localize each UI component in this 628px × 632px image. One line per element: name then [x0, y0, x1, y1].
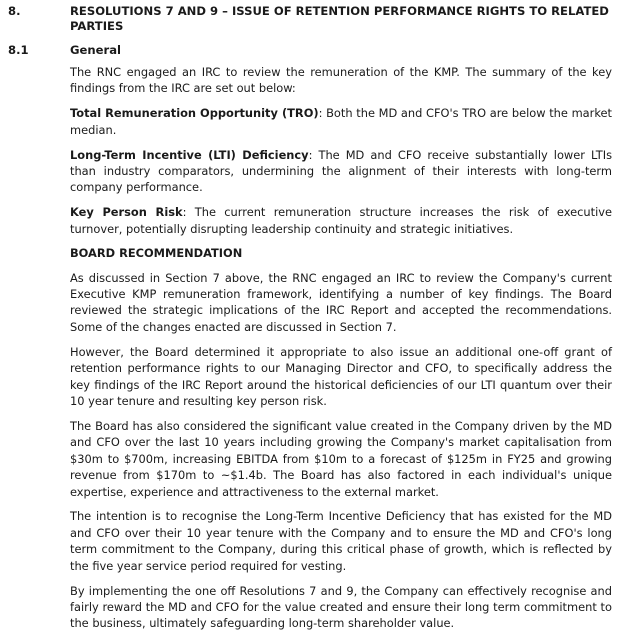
finding-term: Long-Term Incentive (LTI) Deficiency — [70, 147, 309, 162]
subsection-number: 8.1 — [8, 43, 29, 57]
finding-term: Total Remuneration Opportunity (TRO) — [70, 106, 319, 121]
finding-lti — [70, 147, 612, 196]
board-paragraph: As discussed in Section 7 above, the RNC engaged an IRC to review the Company's current Executive KMP remuneration framework, identifying a number of key findings. The Board reviewed the strategic implications of the IRC Report and accepted the recommendations. Some of the changes enacted are discussed in Section 7. — [70, 270, 612, 334]
finding-term: Key Person Risk — [70, 205, 183, 220]
section-number: 8. — [8, 4, 21, 18]
subsection-title: General — [70, 43, 122, 57]
section-heading — [8, 4, 612, 34]
finding-key-person — [70, 204, 612, 237]
finding-text: : Both the MD and CFO's TRO are below the market median. — [70, 106, 612, 137]
finding-text: : The MD and CFO receive substantially lower LTIs than industry comparators, undermining the alignment of their interests with long-term company performance. — [70, 147, 613, 195]
board-paragraph: The Board has also considered the significant value created in the Company driven by the MD and CFO over the last 10 years including growing the Company's market capitalisation from $30m to $700m, increasing EBITDA from $10m to a forecast of $125m in FY25 and growing revenue from $170m to ~$1.4b. The Board has also factored in each individual's unique expertise, experience and attractiveness to the external market. — [70, 418, 612, 499]
section-title: RESOLUTIONS 7 AND 9 – ISSUE OF RETENTION PERFORMANCE RIGHTS TO RELATED PARTIES — [70, 4, 609, 33]
finding-text: : The current remuneration structure increases the risk of executive turnover, potentially disrupting leadership continuity and strategic initiatives. — [70, 205, 612, 236]
subsection-heading — [8, 43, 612, 58]
intro-paragraph: The RNC engaged an IRC to review the remuneration of the KMP. The summary of the key findings from the IRC are set out below: — [70, 65, 612, 96]
board-recommendation-heading: BOARD RECOMMENDATION — [70, 246, 243, 261]
board-paragraph: However, the Board determined it appropriate to also issue an additional one-off grant of retention performance rights to our Managing Director and CFO, to specifically address the key findings of the IRC Report around the historical deficiencies of our LTI quantum over their 10 year tenure and resulting key person risk. — [70, 344, 612, 408]
board-paragraph: The intention is to recognise the Long-Term Incentive Deficiency that has existed for the MD and CFO over their 10 year tenure with the Company and to ensure the MD and CFO's long term commitment to the Company, during this critical phase of growth, which is reflected by the five year service period required for vesting. — [70, 509, 612, 573]
board-paragraph: By implementing the one off Resolutions 7 and 9, the Company can effectively recognise and fairly reward the MD and CFO for the value created and ensure their long term commitment to the business, ultimately safeguarding long-term shareholder value. — [70, 583, 612, 631]
section-body — [70, 64, 612, 632]
finding-tro — [70, 105, 612, 138]
